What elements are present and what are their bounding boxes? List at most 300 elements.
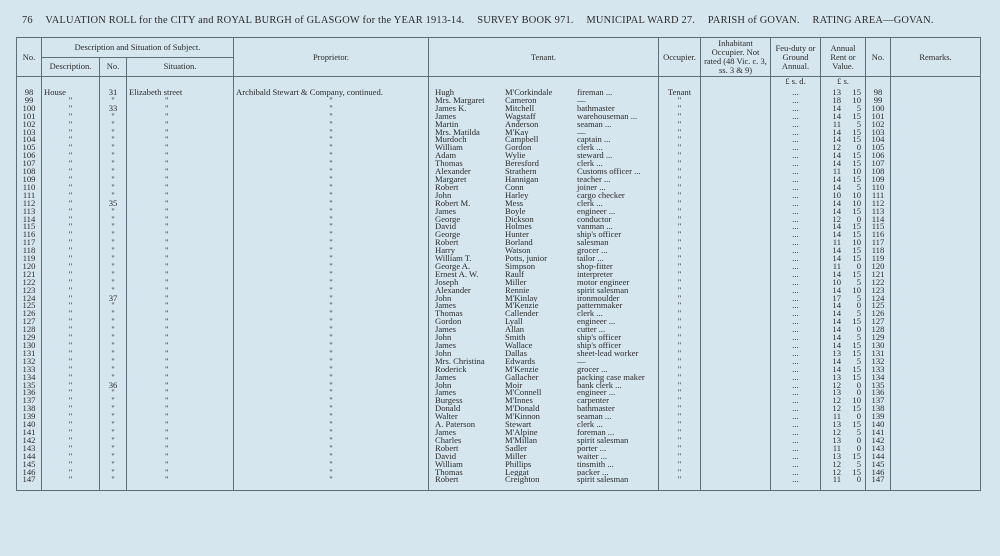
tenant-first-name: John [435,191,452,200]
row-tenant [429,168,659,176]
tenant-first-name: Mrs. Margaret [435,96,485,105]
tenant-first-name: William [435,460,463,469]
row-description: " [42,200,100,208]
row-street-number: " [100,97,127,105]
annual-pounds: 14 [832,231,841,240]
row-tenant [429,326,659,334]
row-number-right: 105 [866,144,891,152]
tenant-surname: Cameron [505,96,537,105]
tenant-occupation: — [577,128,586,137]
row-remarks [891,192,981,200]
row-street-number: " [100,334,127,342]
annual-shillings: 15 [852,405,861,414]
annual-shillings: 10 [852,191,861,200]
row-occupier: " [659,121,701,129]
row-annual-value [821,413,866,421]
row-occupier: " [659,160,701,168]
row-tenant [429,86,659,97]
row-situation [127,389,234,397]
tenant-first-name: Robert [435,444,459,453]
row-proprietor [234,421,429,429]
row-street-number: " [100,437,127,445]
row-tenant [429,121,659,129]
row-feu-duty: ... [771,192,821,200]
row-street-number: " [100,263,127,271]
row-number-right: 122 [866,279,891,287]
tenant-occupation: grocer ... [577,365,608,374]
annual-shillings: 5 [856,310,861,319]
row-street-number: " [100,358,127,366]
row-proprietor [234,358,429,366]
col-occupier: Occupier. [659,38,701,77]
proprietor-text: " [329,342,333,350]
row-occupier: " [659,279,701,287]
table-row [17,200,981,208]
row-proprietor [234,429,429,437]
tenant-first-name: Margaret [435,175,467,184]
row-tenant [429,382,659,390]
table-row [17,389,981,397]
row-description: " [42,389,100,397]
situation-text: " [165,152,169,161]
row-remarks [891,168,981,176]
row-description: " [42,476,100,490]
row-number: 133 [17,366,42,374]
table-row [17,168,981,176]
annual-shillings: 15 [852,342,861,350]
row-number-right: 132 [866,358,891,366]
tenant-occupation: cargo checker [577,191,625,200]
annual-shillings: 15 [852,112,861,121]
row-situation [127,405,234,413]
tenant-occupation: fireman ... [577,87,613,97]
annual-pounds: 14 [832,270,841,279]
survey-book: SURVEY BOOK 971. [477,15,574,26]
row-proprietor [234,231,429,239]
tenant-occupation: ship's officer [577,342,622,350]
row-proprietor [234,469,429,477]
row-occupier: " [659,469,701,477]
tenant-occupation: clerk ... [577,160,603,169]
row-remarks [891,374,981,382]
row-feu-duty: ... [771,461,821,469]
tenant-occupation: engineer ... [577,318,616,327]
tenant-surname: Phillips [505,460,532,469]
row-remarks [891,453,981,461]
row-street-number: " [100,231,127,239]
row-tenant [429,216,659,224]
row-feu-duty: ... [771,271,821,279]
row-proprietor [234,200,429,208]
proprietor-text: " [329,357,333,366]
row-proprietor [234,247,429,255]
row-tenant [429,295,659,303]
annual-shillings: 0 [856,262,861,271]
row-feu-duty: ... [771,113,821,121]
row-inhabitant [701,397,771,405]
row-inhabitant [701,389,771,397]
row-annual-value [821,421,866,429]
annual-shillings: 0 [856,326,861,335]
proprietor-text: " [329,96,333,105]
proprietor-text: " [329,255,333,263]
tenant-occupation: steward ... [577,152,613,161]
row-occupier: " [659,263,701,271]
proprietor-text: " [329,302,333,311]
tenant-first-name: James [435,373,457,382]
annual-pounds: 14 [832,223,841,232]
row-feu-duty: ... [771,231,821,239]
annual-shillings: 0 [856,215,861,224]
annual-pounds: 12 [832,144,841,153]
row-proprietor [234,184,429,192]
row-occupier: " [659,413,701,421]
tenant-first-name: Ernest A. W. [435,270,479,279]
row-number-right: 126 [866,310,891,318]
row-annual-value [821,168,866,176]
row-tenant [429,389,659,397]
row-proprietor [234,263,429,271]
situation-text: " [165,318,169,327]
row-proprietor [234,445,429,453]
row-occupier: " [659,310,701,318]
row-street-number: " [100,342,127,350]
situation-text: " [165,136,169,145]
tenant-occupation: — [577,357,586,366]
row-street-number: " [100,389,127,397]
row-street-number: " [100,421,127,429]
annual-pounds: 11 [832,444,841,453]
row-annual-value [821,86,866,97]
table-row [17,302,981,310]
table-row [17,397,981,405]
row-inhabitant [701,476,771,490]
annual-shillings: 0 [856,436,861,445]
tenant-surname: M'Connell [505,389,542,398]
table-row [17,469,981,477]
annual-pounds: 12 [832,381,841,390]
rating-area: RATING AREA—GOVAN. [812,15,934,26]
annual-pounds: 14 [832,136,841,145]
annual-shillings: 5 [856,183,861,192]
tenant-occupation: porter ... [577,444,607,453]
row-tenant [429,366,659,374]
annual-shillings: 15 [852,160,861,169]
annual-pounds: 10 [832,278,841,287]
situation-text: " [165,286,169,295]
row-description: " [42,437,100,445]
annual-pounds: 14 [832,365,841,374]
proprietor-text: " [329,460,333,469]
row-description: " [42,366,100,374]
annual-shillings: 0 [856,144,861,153]
row-description: " [42,176,100,184]
situation-text: " [165,357,169,366]
tenant-first-name: James [435,342,457,350]
annual-shillings: 15 [852,318,861,327]
row-feu-duty: ... [771,453,821,461]
row-remarks [891,152,981,160]
row-remarks [891,216,981,224]
row-annual-value [821,231,866,239]
tenant-first-name: James [435,207,457,216]
annual-pounds: 14 [832,318,841,327]
row-annual-value [821,263,866,271]
row-tenant [429,318,659,326]
tenant-first-name: Alexander [435,286,471,295]
row-proprietor [234,152,429,160]
tenant-surname: Hunter [505,231,529,240]
row-proprietor [234,223,429,231]
row-annual-value [821,144,866,152]
situation-text: " [165,199,169,208]
row-number: 105 [17,144,42,152]
row-occupier: " [659,144,701,152]
row-occupier: " [659,295,701,303]
table-row [17,216,981,224]
tenant-first-name: Robert [435,476,459,485]
row-remarks [891,255,981,263]
situation-text: " [165,128,169,137]
col-no: No. [17,38,42,77]
situation-text: " [165,302,169,311]
table-row [17,176,981,184]
row-annual-value [821,453,866,461]
row-number-right: 137 [866,397,891,405]
situation-text: " [165,231,169,240]
row-description: " [42,121,100,129]
tenant-surname: Edwards [505,357,536,366]
row-annual-value [821,389,866,397]
tenant-occupation: waiter ... [577,452,608,461]
row-tenant [429,437,659,445]
col-no-right: No. [866,38,891,77]
row-situation [127,105,234,113]
row-situation [127,287,234,295]
proprietor-text: " [329,152,333,161]
row-inhabitant [701,310,771,318]
col-situation: Situation. [127,57,234,77]
row-inhabitant [701,287,771,295]
tenant-occupation: bathmaster [577,104,615,113]
row-situation [127,239,234,247]
row-inhabitant [701,129,771,137]
row-annual-value [821,184,866,192]
tenant-surname: M'Kay [505,128,529,137]
row-description: " [42,279,100,287]
row-feu-duty: ... [771,247,821,255]
situation-text: " [165,255,169,263]
row-occupier: " [659,445,701,453]
row-number-right: 128 [866,326,891,334]
tenant-surname: Anderson [505,120,539,129]
row-feu-duty: ... [771,437,821,445]
situation-text: " [165,183,169,192]
tenant-first-name: Alexander [435,168,471,176]
table-row [17,144,981,152]
row-description: " [42,105,100,113]
row-annual-value [821,366,866,374]
row-proprietor [234,144,429,152]
situation-text: " [165,444,169,453]
row-tenant [429,247,659,255]
annual-pounds: 14 [832,310,841,319]
annual-pounds: 14 [832,183,841,192]
row-inhabitant [701,295,771,303]
tenant-surname: Lyall [505,318,523,327]
annual-shillings: 5 [856,104,861,113]
row-inhabitant [701,318,771,326]
row-annual-value [821,216,866,224]
row-occupier: " [659,476,701,490]
situation-text: " [165,405,169,414]
row-remarks [891,437,981,445]
row-annual-value [821,295,866,303]
row-number-right: 113 [866,208,891,216]
row-occupier: " [659,437,701,445]
row-annual-value [821,287,866,295]
row-street-number: " [100,192,127,200]
row-inhabitant [701,121,771,129]
tenant-first-name: Mrs. Matilda [435,128,480,137]
row-inhabitant [701,405,771,413]
row-inhabitant [701,200,771,208]
tenant-surname: Gallacher [505,373,539,382]
situation-text: " [165,191,169,200]
situation-text: " [165,168,169,176]
row-inhabitant [701,326,771,334]
row-number: 126 [17,310,42,318]
row-street-number: " [100,184,127,192]
row-feu-duty: ... [771,326,821,334]
row-number: 110 [17,184,42,192]
row-annual-value [821,310,866,318]
row-annual-value [821,279,866,287]
row-situation [127,469,234,477]
row-tenant [429,129,659,137]
row-remarks [891,86,981,97]
tenant-surname: Dallas [505,349,527,358]
row-number: 113 [17,208,42,216]
row-number: 145 [17,461,42,469]
col-proprietor: Proprietor. [234,38,429,77]
row-remarks [891,176,981,184]
tenant-occupation: seaman ... [577,413,612,422]
row-remarks [891,113,981,121]
tenant-surname: M'Kenzie [505,302,539,311]
row-situation [127,152,234,160]
row-street-number: " [100,461,127,469]
row-feu-duty: ... [771,382,821,390]
table-row [17,429,981,437]
situation-text: " [165,262,169,271]
row-proprietor [234,374,429,382]
row-feu-duty: ... [771,263,821,271]
annual-shillings: 15 [852,255,861,263]
row-inhabitant [701,374,771,382]
row-annual-value [821,334,866,342]
row-tenant [429,350,659,358]
row-situation [127,231,234,239]
row-inhabitant [701,168,771,176]
annual-pounds: 13 [832,87,841,97]
row-remarks [891,310,981,318]
row-situation [127,350,234,358]
col-annual-value: Annual Rent or Value. [821,38,866,77]
annual-shillings: 15 [852,270,861,279]
row-street-number: " [100,121,127,129]
row-inhabitant [701,413,771,421]
row-feu-duty: ... [771,310,821,318]
row-street-number: " [100,113,127,121]
row-feu-duty: ... [771,255,821,263]
row-remarks [891,429,981,437]
row-number-right: 139 [866,413,891,421]
annual-pounds: 14 [832,357,841,366]
row-annual-value [821,326,866,334]
annual-shillings: 15 [852,207,861,216]
row-number: 118 [17,247,42,255]
row-situation [127,413,234,421]
row-inhabitant [701,255,771,263]
row-number: 100 [17,105,42,113]
row-inhabitant [701,105,771,113]
row-proprietor [234,413,429,421]
tenant-first-name: James K. [435,104,467,113]
row-occupier: " [659,208,701,216]
annual-shillings: 15 [852,452,861,461]
proprietor-text: " [329,389,333,398]
tenant-occupation: bank clerk ... [577,381,622,390]
row-street-number: " [100,476,127,490]
annual-shillings: 0 [856,389,861,398]
tenant-first-name: Adam [435,152,457,161]
row-tenant [429,445,659,453]
row-street-number: 33 [100,105,127,113]
row-remarks [891,239,981,247]
situation-text: Elizabeth street [129,87,183,97]
row-occupier: " [659,429,701,437]
tenant-surname: Stewart [505,421,532,429]
row-feu-duty: ... [771,397,821,405]
row-occupier: " [659,389,701,397]
annual-shillings: 15 [852,175,861,184]
row-tenant [429,287,659,295]
row-remarks [891,445,981,453]
row-number-right: 142 [866,437,891,445]
row-occupier: " [659,255,701,263]
situation-text: " [165,342,169,350]
row-proprietor [234,86,429,97]
row-remarks [891,469,981,477]
row-inhabitant [701,469,771,477]
row-remarks [891,302,981,310]
table-row [17,358,981,366]
row-number-right: 111 [866,192,891,200]
tenant-first-name: Harry [435,247,456,256]
proprietor-text: " [329,278,333,287]
row-street-number: " [100,223,127,231]
proprietor-text: " [329,136,333,145]
situation-text: " [165,349,169,358]
proprietor-text: " [329,247,333,256]
row-description: House [42,86,100,97]
row-description: " [42,136,100,144]
row-number: 103 [17,129,42,137]
row-street-number: 36 [100,382,127,390]
annual-shillings: 15 [852,247,861,256]
row-remarks [891,287,981,295]
